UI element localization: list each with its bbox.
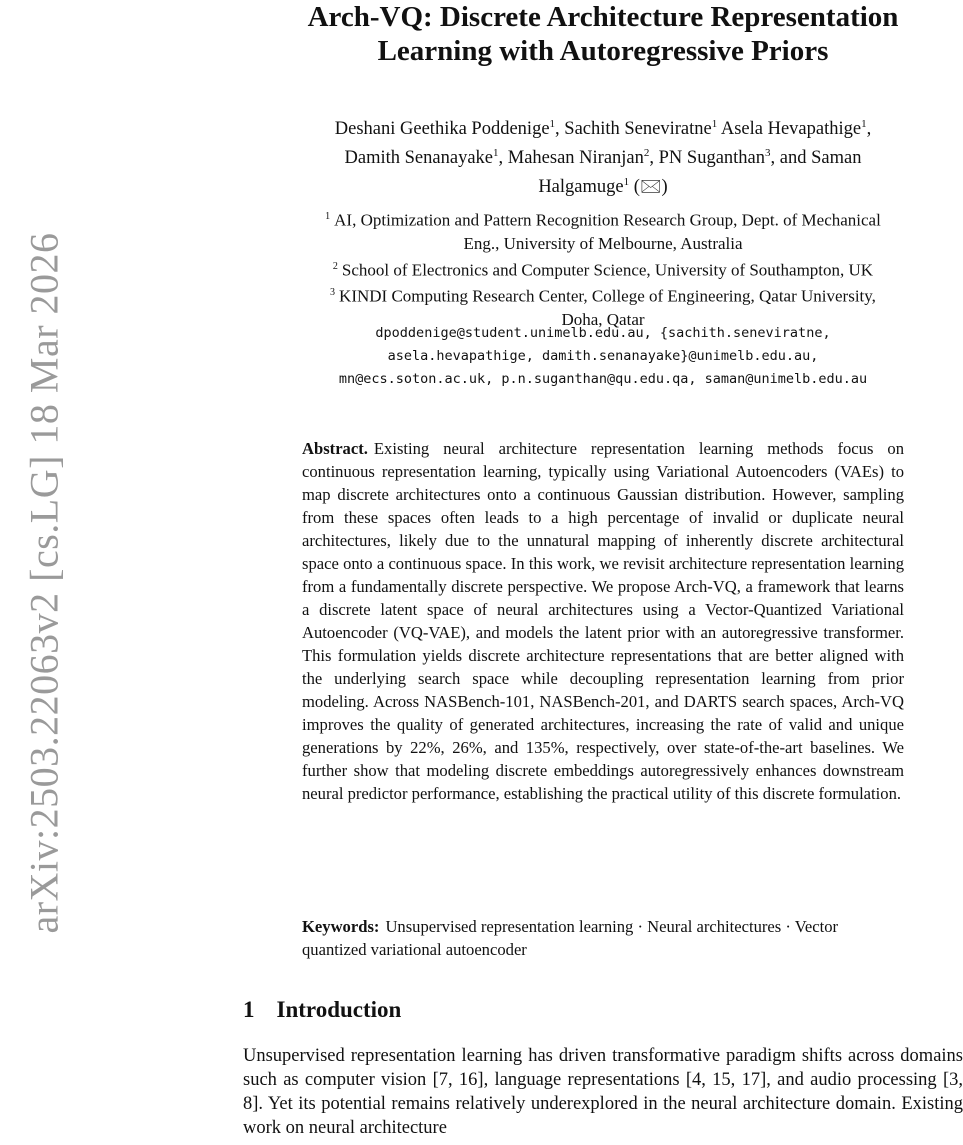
affiliation-text: School of Electronics and Computer Science, University of Southampton, UK <box>341 260 874 280</box>
section-number: 1 <box>243 997 255 1022</box>
affiliation-list <box>243 205 963 331</box>
keywords-text: Unsupervised representation learning · Neural architectures · Vector quantized variational autoencoder <box>302 917 839 959</box>
abstract <box>302 437 904 805</box>
affiliation-marker: 1 <box>623 176 630 189</box>
section-title: Introduction <box>276 997 402 1022</box>
affiliation-2 <box>243 255 963 282</box>
email-list <box>243 322 963 391</box>
author-name: , Sachith Seneviratne <box>555 119 712 140</box>
email-line-1: dpoddenige@student.unimelb.edu.au, {sachith.seneviratne, <box>375 325 831 341</box>
affiliation-marker: 1 <box>711 118 718 130</box>
author-line-3 <box>243 170 963 199</box>
affiliation-1-cont: Eng., University of Melbourne, Australia <box>463 233 743 253</box>
affiliation-1 <box>243 205 963 232</box>
title-line-2: Learning with Autoregressive Priors <box>377 35 829 67</box>
author-name: Deshani Geethika Poddenige <box>334 119 550 140</box>
author-name: Halgamuge <box>538 177 624 198</box>
affiliation-3-cont: Doha, Qatar <box>561 309 645 329</box>
section-heading <box>243 995 401 1025</box>
author-list <box>243 112 963 199</box>
affiliation-marker: 1 <box>861 118 867 130</box>
intro-paragraph: Unsupervised representation learning has driven transformative paradigm shifts across domains such as computer vision [7, 16], language representations [4, 15, 17], and audio processing [3, 8]. Yet its potential remains relatively underexplored in the neural architecture domain. Existing work on neural architecture <box>243 1046 963 1138</box>
email-line-2: asela.hevapathige, damith.senanayake}@unimelb.edu.au, <box>387 348 819 364</box>
author-line-2 <box>243 141 963 170</box>
author-name: , and Saman <box>770 148 862 169</box>
affiliation-text: KINDI Computing Research Center, College of Engineering, Qatar University, <box>339 286 876 306</box>
author-line-1 <box>243 112 963 141</box>
keywords <box>302 915 904 961</box>
author-name: , Mahesan Niranjan <box>498 148 644 169</box>
abstract-text: Existing neural architecture representation learning methods focus on continuous representation learning, typically using Variational Autoencoders (VAEs) to map discrete architectures onto a continuous Gaussian distribution. However, sampling from these spaces often leads to a high percentage of invalid or duplicate neural architectures, likely due to the unnatural mapping of inherently discrete architectural space onto a continuous space. In this work, we revisit architecture representation learning from a fundamentally discrete perspective. We propose Arch-VQ, a framework that learns a discrete latent space of neural architectures using a Vector-Quantized Variational Autoencoder (VQ-VAE), and models the latent prior with an autoregressive transformer. This formulation yields discrete architecture representations that are better aligned with the underlying search space while decoupling representation learning from prior modeling. Across NASBench-101, NASBench-201, and DARTS search spaces, Arch-VQ improves the quality of generated architectures, increasing the rate of valid and unique generations by 22%, 26%, and 135%, respectively, over state-of-the-art baselines. We further show that modeling discrete embeddings autoregressively enhances downstream neural predictor performance, establishing the practical utility of this discrete formulation. <box>302 439 904 803</box>
affiliation-number: 2 <box>332 260 338 272</box>
affiliation-number: 1 <box>325 211 331 222</box>
email-line-3: mn@ecs.soton.ac.uk, p.n.suganthan@qu.edu.qa, saman@unimelb.edu.au <box>338 371 868 387</box>
affiliation-text: AI, Optimization and Pattern Recognition Research Group, Dept. of Mechanical <box>334 210 881 230</box>
title-line-1: Arch-VQ: Discrete Architecture Representation <box>307 1 899 33</box>
arxiv-identifier: arXiv:2503.22063v2 [cs.LG] 18 Mar 2026 <box>21 232 67 934</box>
author-name: Asela Hevapathige <box>717 119 862 140</box>
affiliation-marker: 2 <box>643 147 650 160</box>
author-name: Damith Senanayake <box>344 148 493 169</box>
author-separator: , <box>866 119 872 140</box>
keywords-label: Keywords: <box>302 917 380 936</box>
abstract-label: Abstract. <box>302 439 368 458</box>
author-name: , PN Suganthan <box>649 148 766 169</box>
envelope-icon: (🖂) <box>629 177 668 198</box>
paper-title <box>243 0 963 68</box>
affiliation-number: 3 <box>330 287 336 299</box>
affiliation-marker: 3 <box>765 147 771 160</box>
affiliation-marker: 1 <box>493 147 499 160</box>
affiliation-marker: 1 <box>549 118 556 130</box>
affiliation-3 <box>243 281 963 308</box>
